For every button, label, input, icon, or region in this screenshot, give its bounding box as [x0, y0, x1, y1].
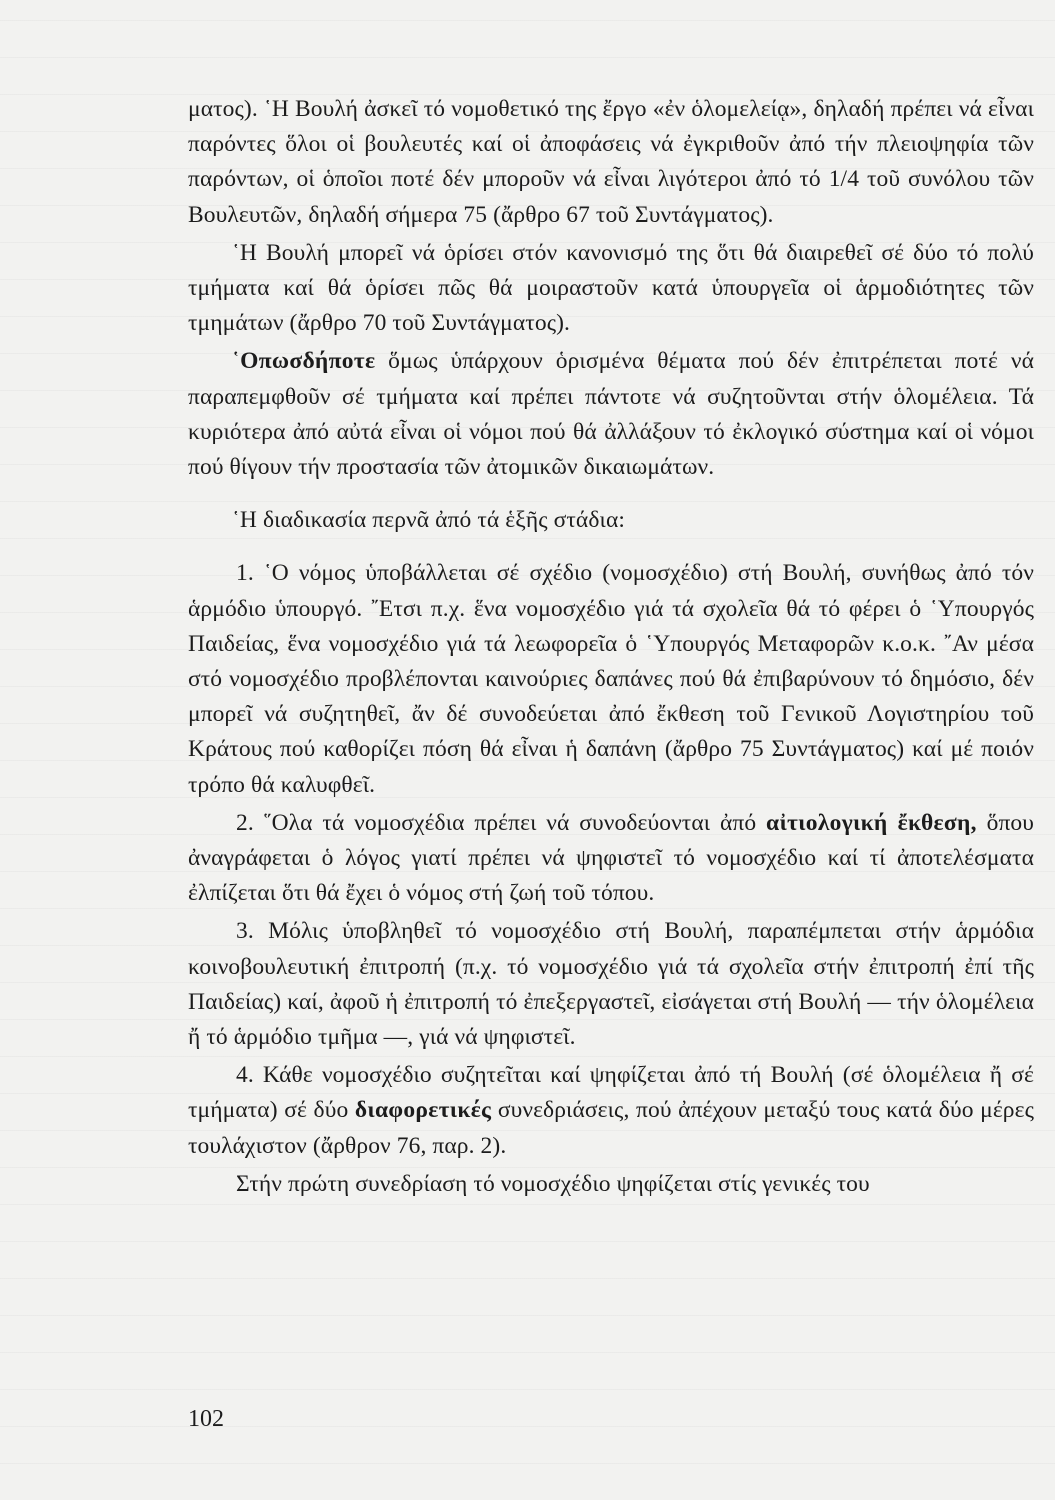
stage-2-text-b: ὅπου ἀναγράφεται ὁ λόγος γιατί πρέπει νά ψηφιστεῖ τό νομοσχέδιο καί τί ἀποτελέσματα ἐλπίζεται ὅτι θά ἔχει ὁ νόμος στή ζωή τοῦ τόπου. — [188, 809, 1035, 907]
paragraph-plenary — [188, 92, 1034, 233]
paragraph-exceptions-text: ὅμως ὑπάρχουν ὁρισμένα θέματα πού δέν ἐπιτρέπεται ποτέ νά παραπεμφθοῦν σέ τμήματα καί πρέπει πάντοτε νά συζητοῦνται στήν ὁλομέλεια. Τά κυριότερα ἀπό αὐτά εἶναι οἱ νόμοι πού θά ἀλλάξουν τό ἐκλογικό σύστημα καί οἱ νόμοι πού θίγουν τήν προστασία τῶν ἀτομικῶν δικαιωμάτων. — [188, 348, 1034, 481]
stage-2 — [188, 806, 1034, 912]
page-number: 102 — [188, 1406, 224, 1432]
emphasis-opwsdipote: ῾Οπωσδήποτε — [232, 348, 376, 375]
stage-3-text: 3. Μόλις ὑποβληθεῖ τό νομοσχέδιο στή Βουλή, παραπέμπεται στήν ἁρμόδια κοινοβουλευτική ἐπιτροπή (π.χ. τό νομοσχέδιο γιά τά σχολεῖα στήν ἐπιτροπή ἐπί τῆς Παιδείας) καί, ἀφοῦ ἡ ἐπιτροπή τό ἐπεξεργαστεῖ, εἰσάγεται στή Βουλή — τήν ὁλομέλεια ἤ τό ἁρμόδιο τμῆμα —, γιά νά ψηφιστεῖ. — [188, 918, 1034, 1051]
stage-4-text-a: 4. Κάθε νομοσχέδιο συζητεῖται καί ψηφίζεται ἀπό τή Βουλή (σέ ὁλομέλεια ἤ σέ τμήματα) σέ δύο — [188, 1062, 1034, 1124]
stage-4-text-b: συνεδριάσεις, πού ἀπέχουν μεταξύ τους κατά δύο μέρες τουλάχιστον (ἄρθρον 76, παρ. 2). — [188, 1097, 1034, 1159]
paragraph-first-session — [188, 1167, 1034, 1202]
body-text — [188, 92, 1034, 1202]
emphasis-aitiologiki-ekthesi: αἰτιολογική ἔκθεση, — [766, 809, 977, 836]
stage-4 — [188, 1058, 1034, 1164]
paragraph-sections — [188, 236, 1034, 342]
paragraph-procedure-intro — [188, 503, 1034, 538]
stage-2-text-a: 2. ῞Ολα τά νομοσχέδια πρέπει νά συνοδεύονται ἀπό — [236, 809, 767, 836]
stage-1-text: 1. ῾Ο νόμος ὑποβάλλεται σέ σχέδιο (νομοσχέδιο) στή Βουλή, συνήθως ἀπό τόν ἁρμόδιο ὑπουργό. ῎Ετσι π.χ. ἕνα νομοσχέδιο γιά τά σχολεῖα θά τό φέρει ὁ ῾Υπουργός Παιδείας, ἕνα νομοσχέδιο γιά τά λεωφορεῖα ὁ ῾Υπουργός Μεταφορῶν κ.ο.κ. ῎Αν μέσα στό νομοσχέδιο προβλέπονται καινούριες δαπάνες πού θά ἐπιβαρύνουν τό δημόσιο, δέν μπορεῖ νά συζητηθεῖ, ἄν δέ συνοδεύεται ἀπό ἔκθεση τοῦ Γενικοῦ Λογιστηρίου τοῦ Κράτους πού καθορίζει πόση θά εἶναι ἡ δαπάνη (ἄρθρο 75 Συντάγματος) καί μέ ποιόν τρόπο θά καλυφθεῖ. — [188, 560, 1034, 798]
paragraph-sections-text: ῾Η Βουλή μπορεῖ νά ὁρίσει στόν κανονισμό της ὅτι θά διαιρεθεῖ σέ δύο τό πολύ τμήματα καί θά ὁρίσει πῶς θά μοιραστοῦν κατά ὑπουργεῖα οἱ ἁρμοδιότητες τῶν τμημάτων (ἄρθρο 70 τοῦ Συντάγματος). — [188, 239, 1034, 337]
emphasis-diaforetikes: διαφορετικές — [354, 1097, 492, 1124]
paragraph-plenary-text: ματος). ῾Η Βουλή ἀσκεῖ τό νομοθετικό της ἔργο «ἐν ὁλομελείᾳ», δηλαδή πρέπει νά εἶναι παρόντες ὅλοι οἱ βουλευτές καί οἱ ἀποφάσεις νά ἐγκριθοῦν ἀπό τήν πλειοψηφία τῶν παρόντων, οἱ ὁποῖοι ποτέ δέν μποροῦν νά εἶναι λιγότεροι ἀπό τό 1/4 τοῦ συνόλου τῶν Βουλευτῶν, δηλαδή σήμερα 75 (ἄρθρο 67 τοῦ Συντάγματος). — [188, 96, 1034, 228]
stage-1 — [188, 556, 1034, 802]
stage-3 — [188, 914, 1034, 1055]
paragraph-exceptions — [188, 344, 1034, 485]
paragraph-procedure-intro-text: ῾Η διαδικασία περνᾶ ἀπό τά ἑξῆς στάδια: — [232, 507, 625, 534]
paragraph-first-session-text: Στήν πρώτη συνεδρίαση τό νομοσχέδιο ψηφίζεται στίς γενικές του — [236, 1170, 870, 1197]
